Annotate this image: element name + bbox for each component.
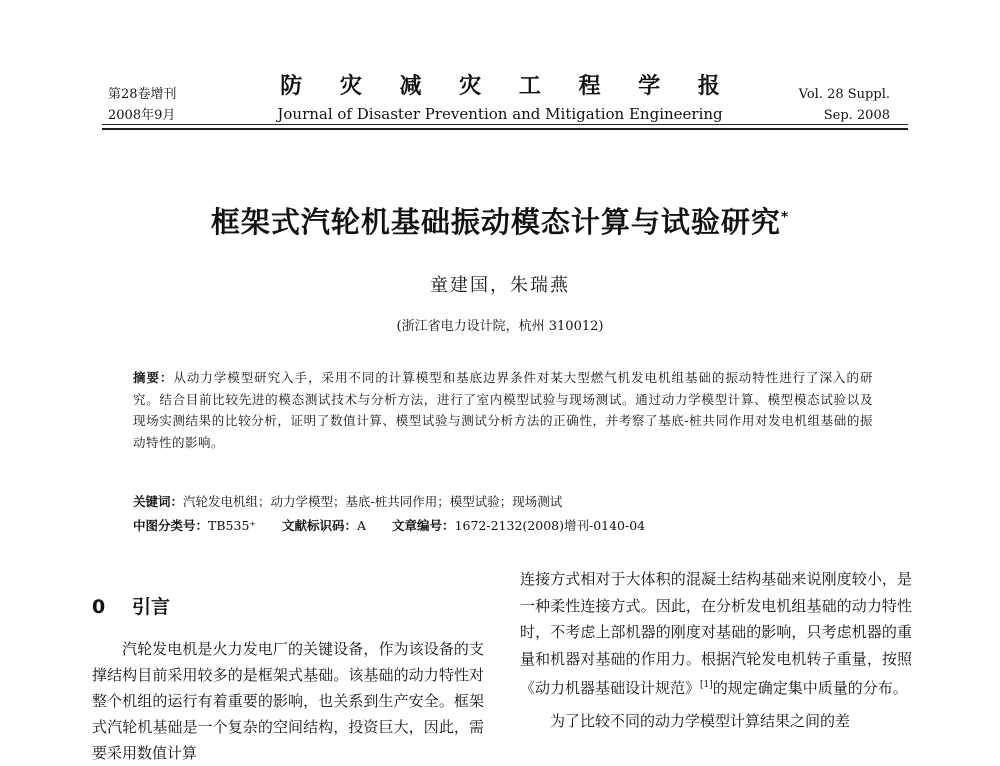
keywords-label: 关键词：	[133, 494, 184, 509]
body-right-column	[520, 566, 912, 734]
authors: 童建国，朱瑞燕	[430, 275, 570, 296]
abstract-label: 摘要：	[133, 370, 174, 385]
article-number-label: 文章编号：	[392, 518, 455, 533]
right-paragraph-2: 为了比较不同的动力学模型计算结果之间的差	[550, 711, 851, 730]
keywords	[133, 492, 873, 512]
section-title: 引言	[132, 596, 171, 618]
classification-line	[133, 516, 873, 536]
abstract-text: 从动力学模型研究入手，采用不同的计算模型和基底边界条件对某大型燃气机发电机组基础的振动特性进行了深入的研究。结合目前比较先进的模态测试技术与分析方法，进行了室内模型试验与现场测试。通过动力学模型计算、模型模态试验以及现场实测结果的比较分析，证明了数值计算、模型试验与测试分析方法的正确性，并考察了基底-桩共同作用对发电机组基础的振动特性的影响。	[133, 370, 873, 450]
header-right	[799, 84, 890, 126]
volume-cn: 第28卷增刊	[108, 87, 177, 102]
doc-code-value: A	[357, 518, 367, 533]
date-en: Sep. 2008	[823, 108, 890, 123]
date-cn: 2008年9月	[108, 108, 176, 123]
body-left-column	[92, 636, 484, 766]
journal-title-en: Journal of Disaster Prevention and Mitigation Engineering	[277, 105, 723, 123]
header-rule-bottom	[102, 128, 908, 130]
right-paragraph-1	[520, 566, 912, 702]
section-heading	[92, 592, 170, 619]
section-number: 0	[92, 596, 106, 618]
affiliation: (浙江省电力设计院，杭州 310012)	[396, 319, 604, 334]
citation-ref: [1]	[700, 680, 713, 690]
keywords-text: 汽轮发电机组；动力学模型；基底-桩共同作用；模型试验；现场测试	[183, 494, 563, 509]
right-paragraph-1-text-a: 连接方式相对于大体积的混凝土结构基础来说刚度较小，是一种柔性连接方式。因此，在分析发电机组基础的动力特性时，不考虑上部机器的刚度对基础的影响，只考虑机器的重量和机器对基础的作用力。根据汽轮发电机转子重量，按照《动力机器基础设计规范》	[520, 570, 912, 697]
journal-title-cn: 防 灾 减 灾 工 程 学 报	[280, 73, 735, 99]
volume-en: Vol. 28 Suppl.	[798, 87, 890, 102]
clc-value: TB535⁺	[208, 518, 256, 533]
doc-code-label: 文献标识码：	[282, 518, 358, 533]
left-paragraph: 汽轮发电机是火力发电厂的关键设备，作为该设备的支撑结构目前采用较多的是框架式基础。该基础的动力特性对整个机组的运行有着重要的影响，也关系到生产安全。框架式汽轮机基础是一个复杂的空间结构，投资巨大，因此，需要采用数值计算	[92, 640, 484, 762]
article-title-text: 框架式汽轮机基础振动模态计算与试验研究	[210, 205, 781, 239]
right-paragraph-1-text-b: 的规定确定集中质量的分布。	[712, 679, 908, 697]
article-number-value: 1672-2132(2008)增刊-0140-04	[454, 518, 646, 533]
abstract	[133, 367, 873, 453]
clc-label: 中图分类号：	[133, 518, 209, 533]
article-title	[0, 200, 1000, 241]
title-footnote-mark: *	[780, 209, 790, 226]
header-rule-top	[102, 124, 908, 125]
